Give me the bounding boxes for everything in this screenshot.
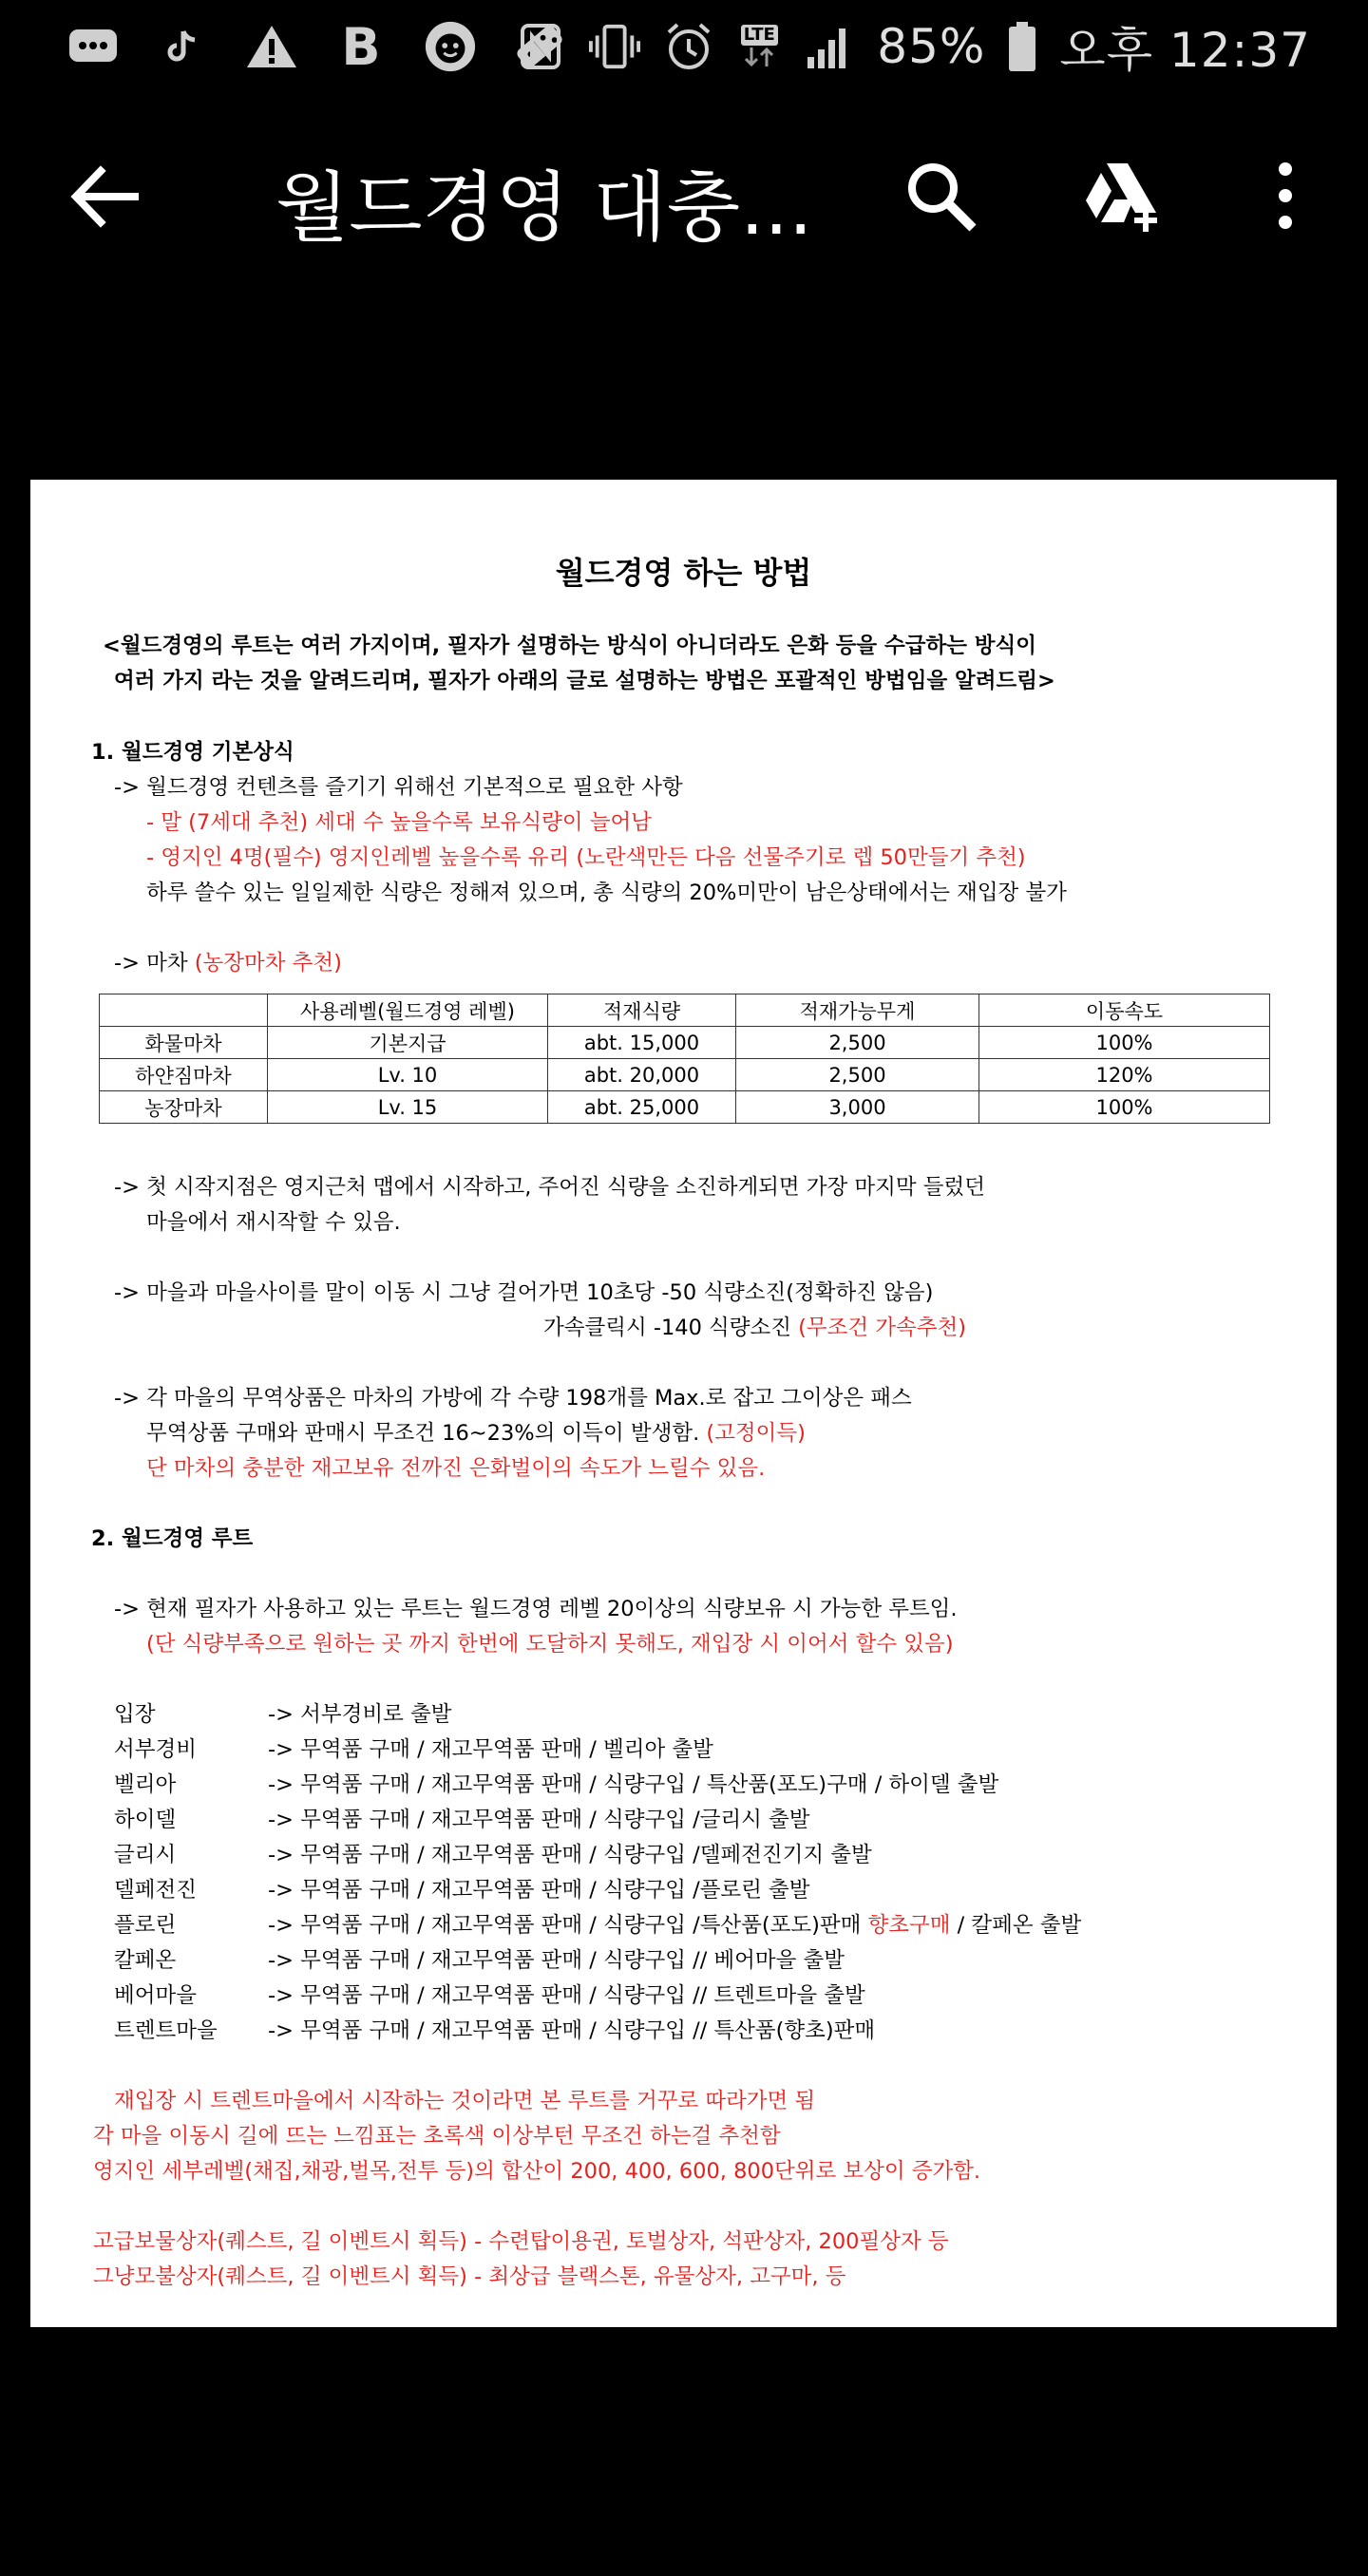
wagon-table — [99, 994, 1270, 1124]
table-cell: 2,500 — [736, 1059, 979, 1091]
table-cell: 2,500 — [736, 1027, 979, 1059]
section-1-heading: 1. 월드경영 기본상식 — [91, 740, 294, 765]
table-header-cell — [100, 994, 268, 1027]
more-options-button[interactable] — [1264, 158, 1307, 234]
nfc-icon — [514, 20, 567, 73]
route-place: 베어마을 — [114, 1983, 197, 2008]
page-title: 월드경영 하는 방법 — [555, 555, 812, 591]
signal-icon — [803, 20, 856, 73]
table-row — [100, 1091, 1270, 1124]
back-button[interactable] — [66, 163, 142, 230]
table-cell: abt. 15,000 — [548, 1027, 736, 1059]
wagon-label-text: -> 마차 — [114, 951, 195, 975]
s2-line-1: -> 현재 필자가 사용하고 있는 루트는 월드경영 레벨 20이상의 식량보유 시 가능한 루트임. — [114, 1597, 958, 1621]
table-cell: 3,000 — [736, 1091, 979, 1124]
battery-percent: 85% — [877, 19, 986, 74]
table-cell: abt. 20,000 — [548, 1059, 736, 1091]
s1-move-1: -> 마을과 마을사이를 말이 이동 시 그냥 걸어가면 10초당 -50 식량소진(정확하진 않음) — [114, 1280, 934, 1305]
back-arrow-icon — [66, 163, 142, 230]
table-row — [100, 1027, 1270, 1059]
route-desc: -> 무역품 구매 / 재고무역품 판매 / 식량구입 /글리시 출발 — [268, 1808, 810, 1832]
table-row — [100, 1059, 1270, 1091]
intro-line-2: 여러 가지 라는 것을 알려드리며, 필자가 아래의 글로 설명하는 방법은 포괄적인 방법임을 알려드림> — [114, 669, 1055, 693]
route-place: 트렌트마을 — [114, 2018, 218, 2043]
table-header-cell: 적재가능무게 — [736, 994, 979, 1027]
wagon-label-red: (농장마차 추천) — [194, 951, 342, 975]
s1-move-2-red: (무조건 가속추천) — [798, 1316, 966, 1340]
table-cell: Lv. 15 — [268, 1091, 548, 1124]
s1-trade-2-text: 무역상품 구매와 판매시 무조건 16~23%의 이득이 발생함. — [146, 1421, 707, 1446]
route-desc: -> 무역품 구매 / 재고무역품 판매 / 식량구입 /플로린 출발 — [268, 1878, 810, 1903]
s1-line-1: -> 월드경영 컨텐츠를 즐기기 위해선 기본적으로 필요한 사항 — [114, 775, 683, 800]
more-vert-icon — [1264, 158, 1307, 234]
alarm-icon — [662, 20, 715, 73]
table-cell: 100% — [979, 1091, 1270, 1124]
status-bar — [0, 0, 1368, 91]
route-desc: -> 서부경비로 출발 — [268, 1702, 452, 1727]
s1-trade-3: 단 마차의 충분한 재고보유 전까진 은화벌이의 속도가 느릴수 있음. — [146, 1456, 766, 1481]
battery-icon — [1006, 20, 1038, 73]
route-place: 서부경비 — [114, 1737, 197, 1762]
intro-line-1: <월드경영의 루트는 여러 가지이며, 필자가 설명하는 방식이 아니더라도 은화 등을 수급하는 방식이 — [103, 634, 1036, 658]
table-header-cell: 이동속도 — [979, 994, 1270, 1027]
route-desc-red: 향초구매 — [867, 1913, 951, 1938]
route-place: 플로린 — [114, 1913, 177, 1938]
route-desc — [268, 1911, 1081, 1940]
route-place: 칼페온 — [114, 1948, 177, 1973]
s1-trade-1: -> 각 마을의 무역상품은 마차의 가방에 각 수량 198개를 Max.로 잡고 그이상은 패스 — [114, 1386, 912, 1411]
route-desc: -> 무역품 구매 / 재고무역품 판매 / 식량구입 / 특산품(포도)구매 / 하이델 출발 — [268, 1772, 999, 1797]
route-place: 벨리아 — [114, 1772, 177, 1797]
table-cell: 100% — [979, 1027, 1270, 1059]
search-icon — [902, 158, 978, 234]
s1-start-1: -> 첫 시작지점은 영지근처 맵에서 시작하고, 주어진 식량을 소진하게되면 가장 마지막 들렀던 — [114, 1175, 985, 1200]
note-5: 그냥모불상자(퀘스트, 길 이벤트시 획득) - 최상급 블랙스톤, 유물상자, 고구마, 등 — [93, 2264, 846, 2289]
s1-trade-2-red: (고정이득) — [706, 1421, 806, 1446]
s1-start-2: 마을에서 재시작할 수 있음. — [146, 1210, 401, 1235]
s1-line-2: - 말 (7세대 추천) 세대 수 높을수록 보유식량이 늘어남 — [146, 810, 652, 835]
route-place: 델페전진 — [114, 1878, 197, 1903]
route-place: 하이델 — [114, 1808, 177, 1832]
s1-move-2-text: 가속클릭시 -140 식량소진 — [543, 1316, 799, 1340]
tiktok-icon — [156, 20, 209, 73]
route-place: 입장 — [114, 1702, 156, 1727]
note-3: 영지인 세부레벨(채집,채광,벌목,전투 등)의 합산이 200, 400, 600, 800단위로 보상이 증가함. — [93, 2159, 981, 2184]
route-desc: -> 무역품 구매 / 재고무역품 판매 / 식량구입 /델페전진기지 출발 — [268, 1843, 872, 1867]
face-icon — [424, 20, 477, 73]
document-title: 월드경영 대충... — [276, 163, 813, 252]
route-desc: -> 무역품 구매 / 재고무역품 판매 / 벨리아 출발 — [268, 1737, 713, 1762]
table-cell: 120% — [979, 1059, 1270, 1091]
route-desc: -> 무역품 구매 / 재고무역품 판매 / 식량구입 // 트렌트마을 출발 — [268, 1983, 865, 2008]
add-to-drive-button[interactable] — [1078, 160, 1164, 236]
s1-trade-2 — [146, 1419, 806, 1448]
s2-line-2: (단 식량부족으로 원하는 곳 까지 한번에 도달하지 못해도, 재입장 시 이어서 할수 있음) — [146, 1632, 954, 1657]
warning-icon — [245, 20, 298, 73]
table-header-cell: 적재식량 — [548, 994, 736, 1027]
table-cell: 기본지급 — [268, 1027, 548, 1059]
table-cell: 화물마차 — [100, 1027, 268, 1059]
s1-move-2 — [543, 1314, 966, 1342]
vibrate-icon — [588, 20, 641, 73]
table-header-cell: 사용레벨(월드경영 레벨) — [268, 994, 548, 1027]
document-page[interactable] — [30, 480, 1337, 2327]
lte-label: LTE — [741, 25, 778, 46]
clock: 오후 12:37 — [1059, 23, 1311, 78]
table-cell: 하얀짐마차 — [100, 1059, 268, 1091]
table-cell: 농장마차 — [100, 1091, 268, 1124]
s1-line-4: 하루 쓸수 있는 일일제한 식량은 정해져 있으며, 총 식량의 20%미만이 남은상태에서는 재입장 불가 — [146, 881, 1067, 905]
b-icon: B — [341, 16, 381, 77]
drive-add-icon — [1078, 160, 1164, 236]
note-4: 고급보물상자(퀘스트, 길 이벤트시 획득) - 수련탑이용권, 토벌상자, 석판상자, 200필상자 등 — [93, 2229, 949, 2254]
section-2-heading: 2. 월드경영 루트 — [91, 1526, 254, 1551]
table-header-row — [100, 994, 1270, 1027]
route-desc-text: -> 무역품 구매 / 재고무역품 판매 / 식량구입 /특산품(포도)판매 — [268, 1913, 868, 1938]
app-bar — [0, 91, 1368, 300]
lte-icon — [736, 20, 782, 73]
search-button[interactable] — [902, 158, 978, 234]
note-2: 각 마을 이동시 길에 뜨는 느낌표는 초록색 이상부턴 무조건 하는걸 추천함 — [93, 2124, 781, 2149]
note-1: 재입장 시 트렌트마을에서 시작하는 것이라면 본 루트를 거꾸로 따라가면 됨 — [114, 2089, 816, 2113]
route-desc: -> 무역품 구매 / 재고무역품 판매 / 식량구입 // 베어마을 출발 — [268, 1948, 845, 1973]
message-icon — [66, 20, 120, 73]
route-desc-tail: / 칼페온 출발 — [950, 1913, 1082, 1938]
s1-line-3: - 영지인 4명(필수) 영지인레벨 높을수록 유리 (노란색만든 다음 선물주기로 렙 50만들기 추천) — [146, 845, 1026, 870]
table-cell: Lv. 10 — [268, 1059, 548, 1091]
route-place: 글리시 — [114, 1843, 177, 1867]
route-desc: -> 무역품 구매 / 재고무역품 판매 / 식량구입 // 특산품(향초)판매 — [268, 2018, 876, 2043]
wagon-label — [114, 949, 342, 977]
table-cell: abt. 25,000 — [548, 1091, 736, 1124]
